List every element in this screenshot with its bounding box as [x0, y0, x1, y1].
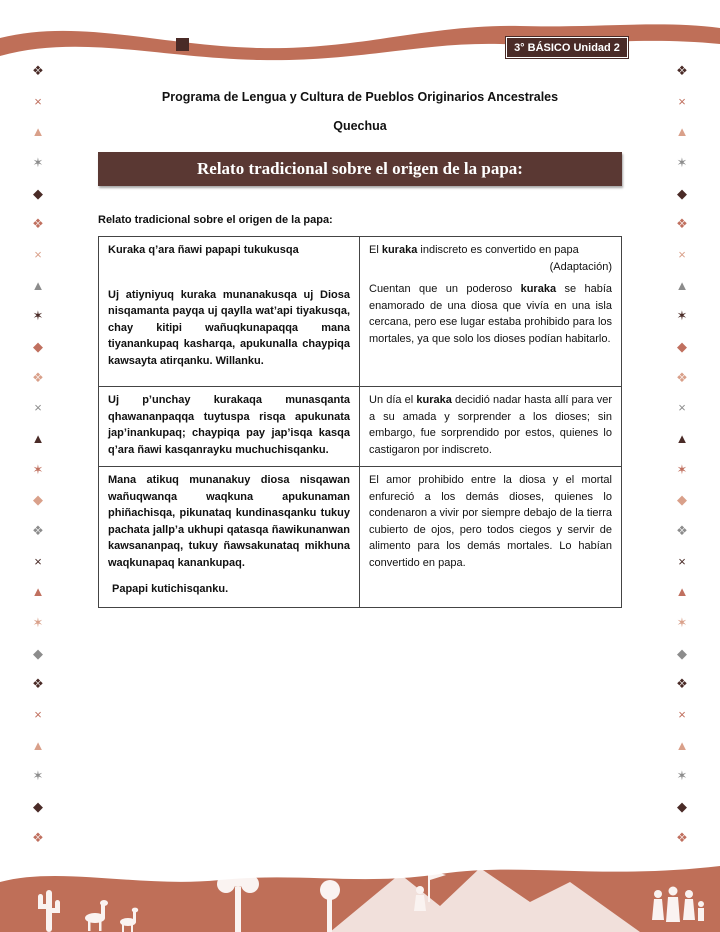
- andean-pattern-glyph: ❖: [32, 63, 44, 78]
- andean-pattern-glyph: ✶: [676, 308, 688, 324]
- andean-pattern-glyph: ❖: [32, 676, 44, 692]
- andean-pattern-glyph: ◆: [33, 339, 43, 355]
- andean-pattern-glyph: ✶: [32, 768, 44, 784]
- andean-pattern-glyph: ×: [34, 93, 42, 109]
- andean-pattern-glyph: ×: [678, 553, 686, 569]
- andean-pattern-glyph: ❖: [32, 369, 44, 385]
- andean-pattern-glyph: ◆: [677, 492, 687, 508]
- bird-silhouette: [370, 860, 386, 863]
- footer-landscape: [0, 829, 720, 932]
- andean-pattern-glyph: ❖: [676, 676, 688, 692]
- bird-silhouette: [395, 852, 407, 854]
- andean-pattern-glyph: ❖: [32, 829, 44, 845]
- spanish-cell-row3: [360, 467, 621, 607]
- andean-pattern-glyph: ×: [34, 247, 42, 263]
- quechua-paragraph-1: Uj atiyniyuq kuraka munanakusqa uj Diosa nisqamanta payqa uj qaylla wat’api tiyakusqa, chay kitipi wañuqkunapaqqa mana tiyanankupaq kasharqa, apukunalla chaypiqa kawsayta atirqanku. Willanku.: [108, 288, 350, 367]
- andean-pattern-glyph: ×: [34, 400, 42, 416]
- andean-pattern-glyph: ×: [678, 247, 686, 263]
- andean-pattern-glyph: ◆: [677, 799, 687, 815]
- andean-pattern-glyph: ❖: [676, 523, 688, 539]
- quechua-paragraph-3: Mana atikuq munanakuy diosa nisqawan wañuqwanqa waqkuna apukunaman phiñachisqa, pikunataq kundinasqanku tukuy pachata jallp’a ukhupi qatasqa ñawikunanwan kawsananpaq, tukuy ñawsakunataq mikhuna waqkunapaq kanankupaq.: [108, 474, 350, 569]
- andean-pattern-glyph: ◆: [33, 799, 43, 815]
- subject-title: Quechua: [333, 119, 387, 133]
- quechua-story-title: Kuraka q’ara ñawi papapi tukukusqa: [108, 244, 299, 256]
- andean-pattern-glyph: ▲: [31, 737, 45, 753]
- andean-pattern-glyph: ❖: [676, 216, 688, 232]
- andean-pattern-glyph: ▲: [675, 737, 689, 753]
- banner-title: Relato tradicional sobre el origen de la papa:: [197, 159, 523, 178]
- andean-pattern-glyph: ❖: [676, 369, 688, 385]
- andean-pattern-glyph: ▲: [31, 584, 45, 600]
- spanish-story-subtitle: (Adaptación): [549, 260, 612, 273]
- andean-pattern-glyph: ▲: [675, 124, 689, 140]
- andean-pattern-glyph: ×: [678, 707, 686, 723]
- andean-pattern-glyph: ◆: [33, 185, 43, 201]
- andean-pattern-glyph: ❖: [676, 829, 688, 845]
- andean-pattern-glyph: ✶: [32, 461, 44, 477]
- spanish-paragraph-1: Cuentan que un poderoso kuraka se había enamorado de una diosa que vivía en una isla cercana, pero ese lugar estaba prohibido para los mortales, ya que solo los dioses podían habitarlo.: [369, 283, 612, 345]
- andean-pattern-glyph: ✶: [32, 308, 44, 324]
- top-wave-ribbon: [0, 0, 720, 70]
- andean-pattern-glyph: ✶: [676, 615, 688, 631]
- andean-pattern-glyph: ◆: [677, 645, 687, 661]
- spanish-paragraph-2: Un día el kuraka decidió nadar hasta allí para ver a su amada y sorprender a los dioses; sin embargo, fue sorprendido por estos, quienes lo castigaron por indiscreto.: [369, 394, 612, 456]
- andean-pattern-glyph: ◆: [677, 339, 687, 355]
- decorative-square: [176, 38, 189, 51]
- quechua-paragraph-4: Papapi kutichisqanku.: [112, 583, 229, 595]
- story-table: [98, 236, 622, 608]
- andean-pattern-glyph: ×: [34, 553, 42, 569]
- andean-pattern-glyph: ×: [34, 707, 42, 723]
- andean-pattern-glyph: ◆: [677, 185, 687, 201]
- andean-pattern-glyph: ×: [678, 400, 686, 416]
- spanish-cell-row1: [360, 237, 621, 387]
- andean-pattern-glyph: ❖: [676, 63, 688, 78]
- andean-pattern-glyph: ◆: [33, 492, 43, 508]
- right-andean-pattern-strip: [671, 64, 693, 844]
- andean-pattern-glyph: ×: [678, 93, 686, 109]
- quechua-cell-row3: [99, 467, 360, 607]
- andean-pattern-glyph: ❖: [32, 523, 44, 539]
- andean-pattern-glyph: ▲: [31, 124, 45, 140]
- quechua-cell-row2: [99, 387, 360, 467]
- spanish-paragraph-3: El amor prohibido entre la diosa y el mortal enfureció a los demás dioses, quienes lo condenaron a vivir por siempre debajo de la tierra cubierto de ojos, pero todos ciegos y servir de alimento para los demás mortales. Lo habían convertido en papa.: [369, 474, 612, 569]
- andean-pattern-glyph: ✶: [32, 615, 44, 631]
- andean-pattern-glyph: ▲: [675, 431, 689, 447]
- andean-pattern-glyph: ✶: [676, 768, 688, 784]
- andean-pattern-glyph: ▲: [675, 584, 689, 600]
- andean-pattern-glyph: ✶: [676, 155, 688, 171]
- andean-pattern-glyph: ▲: [675, 277, 689, 293]
- andean-pattern-glyph: ◆: [33, 645, 43, 661]
- section-label: Relato tradicional sobre el origen de la papa:: [98, 214, 333, 226]
- spanish-story-title: El kuraka indiscreto es convertido en papa: [369, 244, 579, 256]
- program-title: Programa de Lengua y Cultura de Pueblos Originarios Ancestrales: [161, 90, 559, 104]
- andean-pattern-glyph: ✶: [32, 155, 44, 171]
- spanish-cell-row2: [360, 387, 621, 467]
- andean-pattern-glyph: ▲: [31, 431, 45, 447]
- unit-badge-label: 3° BÁSICO Unidad 2: [514, 41, 620, 54]
- banner-title-bar: [98, 152, 622, 186]
- andean-pattern-glyph: ❖: [32, 216, 44, 232]
- quechua-paragraph-2: Uj p’unchay kurakaqa munasqanta qhawananpaqqa tuytuspa risqa apukunata jap’inankupaq; chaypiqa pay jap’isqa kasqa q’ara ñawi kasqanrayku muchuchisqanku.: [108, 394, 350, 456]
- left-andean-pattern-strip: [27, 64, 49, 844]
- andean-pattern-glyph: ▲: [31, 277, 45, 293]
- andean-pattern-glyph: ✶: [676, 461, 688, 477]
- quechua-cell-row1: [99, 237, 360, 387]
- unit-badge: [506, 37, 628, 58]
